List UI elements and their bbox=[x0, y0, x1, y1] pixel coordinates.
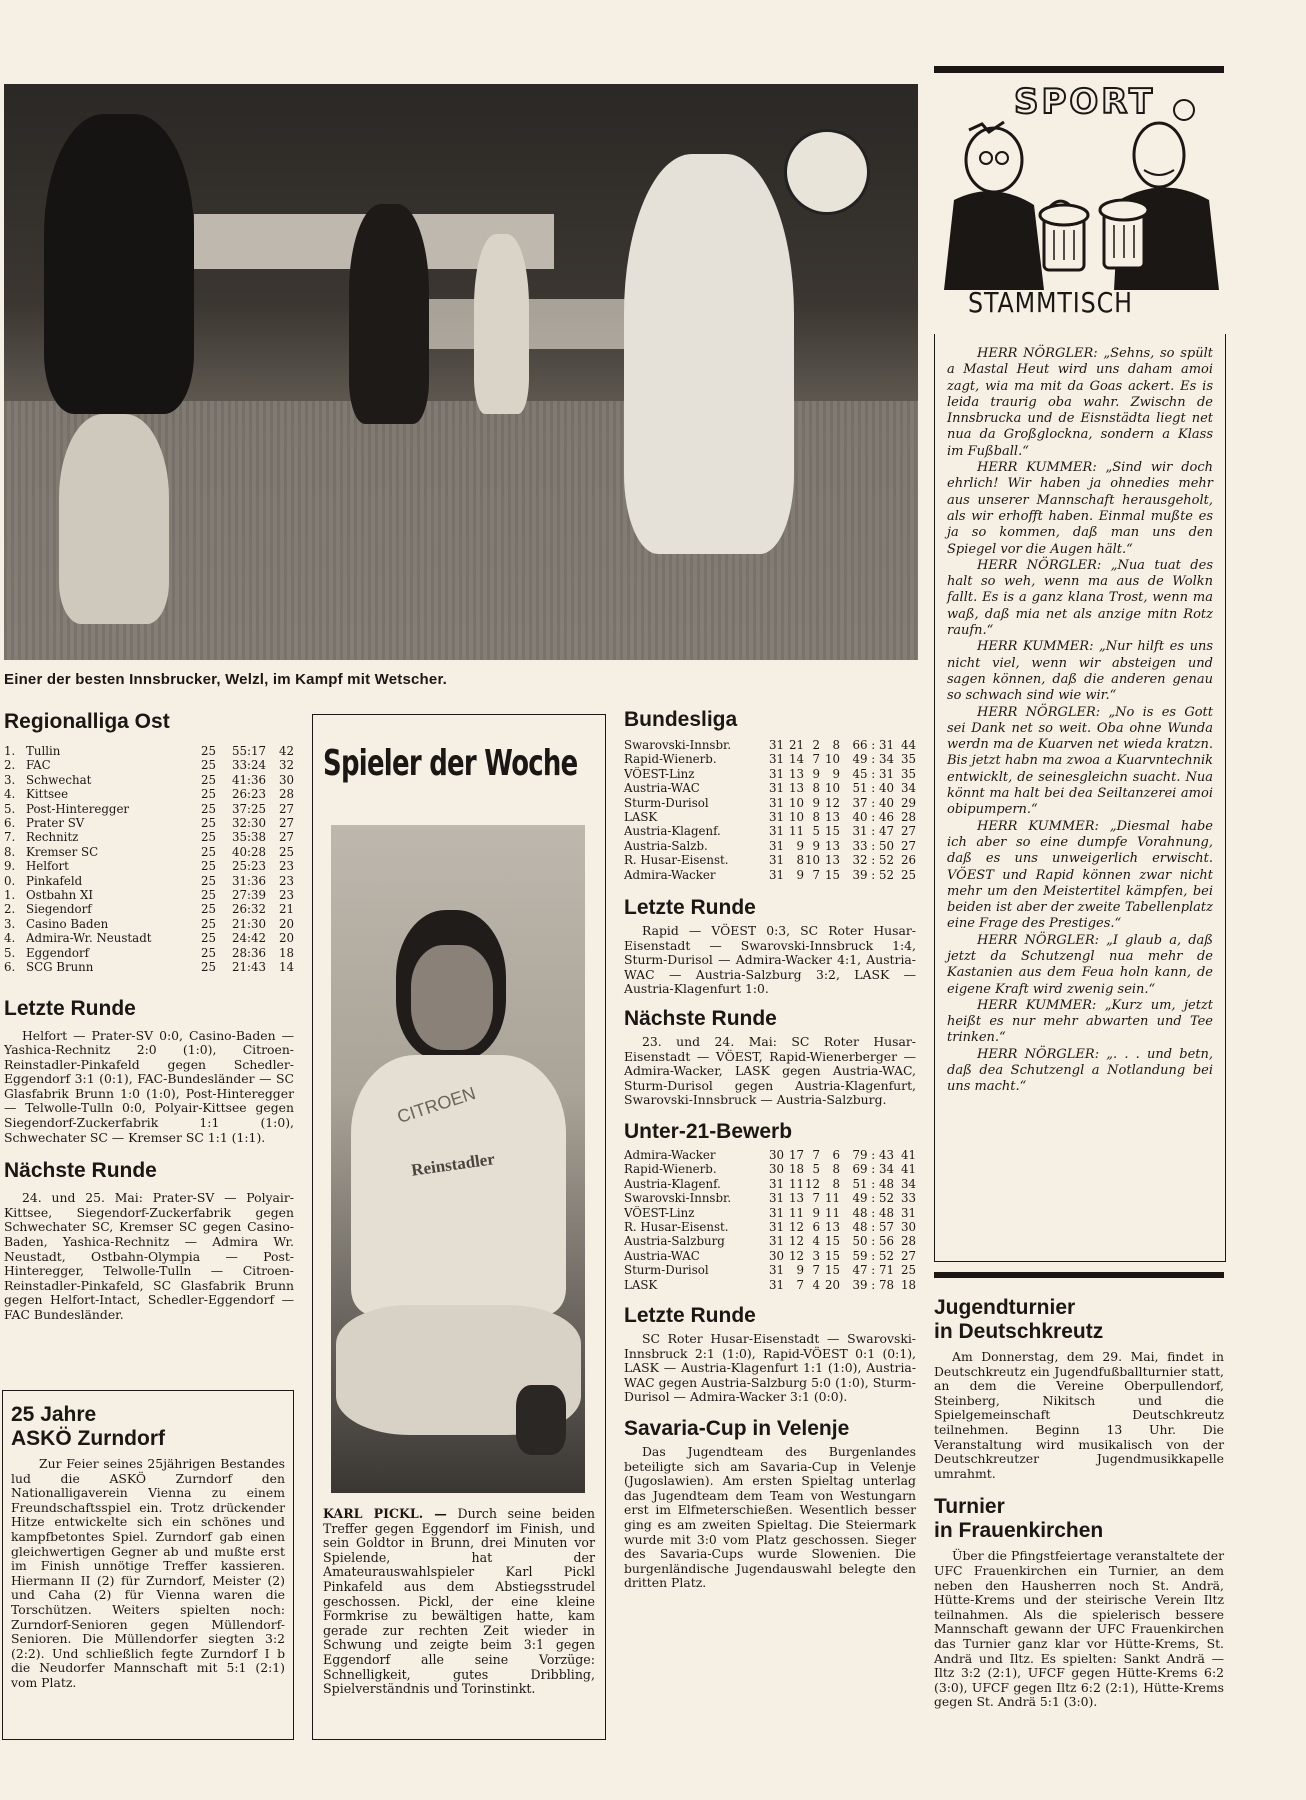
stammtisch-dialogue bbox=[947, 346, 1213, 1096]
stammtisch-paragraph: HERR KUMMER: „Nur hilft es uns nicht viel, wenn wir absteigen und sagen können, daß die anderen genau so schwach sind wie wir.“ bbox=[947, 639, 1213, 704]
stammtisch-paragraph: HERR NÖRGLER: „I glaub a, daß jetzt da Schutzengl nua mehr de Kastanien aus dem Feua holn kann, de eigene Kraft wird zwenig sein.“ bbox=[947, 932, 1213, 997]
regionalliga-naechste-text: 24. und 25. Mai: Prater-SV — Polyair-Kittsee, Siegendorf-Zuckerfabrik gegen Schwechater SC, Kremser SC gegen Casino-Baden, Yashica-Rechnitz — Admira Wr. Neustadt, Ostbahn-Olympia — Post-Hinteregger, Telwolle-Tulln — Citroen-Reinstadler-Pinkafeld, SC Glasfabrik Brunn gegen Helfort-Intact, Schedler-Eggendorf — FAC Bundesländer. bbox=[4, 1190, 294, 1322]
table-row: 3. Schwechat 25 41:36 30 bbox=[4, 772, 294, 787]
top-photo-caption: Einer der besten Innsbrucker, Welzl, im Kampf mit Wetscher. bbox=[4, 671, 448, 688]
table-row: LASK 31 10 8 13 40 : 46 28 bbox=[624, 810, 916, 825]
askoe-heading-line1: 25 Jahre bbox=[11, 1403, 97, 1426]
table-row: 2. FAC 25 33:24 32 bbox=[4, 758, 294, 773]
table-row: Sturm-Durisol 31 10 9 12 37 : 40 29 bbox=[624, 795, 916, 810]
savaria-heading: Savaria-Cup in Velenje bbox=[624, 1417, 850, 1441]
table-row: R. Husar-Eisenst. 31 8 10 13 32 : 52 26 bbox=[624, 853, 916, 868]
bundesliga-heading: Bundesliga bbox=[624, 708, 738, 731]
frauenkirchen-heading-line2: in Frauenkirchen bbox=[934, 1519, 1104, 1543]
table-row: 7. Rechnitz 25 35:38 27 bbox=[4, 830, 294, 845]
regionalliga-letzte-text: Helfort — Prater-SV 0:0, Casino-Baden — Yashica-Rechnitz 2:0 (1:0), Citroen-Reinstadler-Pinkafeld gegen Schedler-Eggendorf 3:1 (0:1), FAC-Bundesländer — SC Glasfabrik Brunn 1:0 (1:0), Post-Hinteregger — Telwolle-Tulln 0:0, Polyair-Kittsee gegen Siegendorf-Zuckerfabrik 1:1 (1:0), Schwechater SC — Kremser SC 1:1 (1:1). bbox=[4, 1027, 294, 1145]
stammtisch-top-rule bbox=[934, 66, 1224, 73]
unter21-letzte-text: SC Roter Husar-Eisenstadt — Swarovski-Innsbruck 2:1 (1:0), Rapid-VÖEST 0:1 (0:1), LASK — Austria-Klagenfurt 1:1 (1:0), Austria-WAC gegen Austria-Salzburg 5:0 (1:0), Sturm-Durisol — Admira-Wacker 3:1 (0:0). bbox=[624, 1331, 916, 1405]
bundesliga-letzte-heading: Letzte Runde bbox=[624, 896, 756, 920]
spieler-shirt-text2: Reinstadler bbox=[410, 1149, 496, 1180]
regionalliga-letzte-heading: Letzte Runde bbox=[4, 996, 136, 1020]
table-row: Austria-Salzburg 31 12 4 15 50 : 56 28 bbox=[624, 1234, 916, 1249]
table-row: LASK 31 7 4 20 39 : 78 18 bbox=[624, 1277, 916, 1292]
table-row: 9. Helfort 25 25:23 23 bbox=[4, 859, 294, 874]
bundesliga-table bbox=[624, 738, 916, 882]
table-row: Austria-Klagenf. 31 11 5 15 31 : 47 27 bbox=[624, 824, 916, 839]
frauenkirchen-heading-line1: Turnier bbox=[934, 1495, 1005, 1519]
askoe-box bbox=[2, 1390, 294, 1740]
bundesliga-letzte-text: Rapid — VÖEST 0:3, SC Roter Husar-Eisenstadt — Swarovski-Innsbruck 1:4, Sturm-Durisol — Admira-Wacker 4:1, Austria-WAC — Austria-Salzburg 3:2, LASK — Austria-Klagenfurt 1:0. bbox=[624, 923, 916, 997]
stammtisch-paragraph: HERR NÖRGLER: „. . . und betn, daß dea Schutzengl a Notlandung bei uns macht.“ bbox=[947, 1046, 1213, 1095]
stammtisch-logo bbox=[934, 80, 1224, 325]
table-row: Rapid-Wienerb. 30 18 5 8 69 : 34 41 bbox=[624, 1162, 916, 1177]
frauenkirchen-text: Über die Pfingstfeiertage veranstaltete der UFC Frauenkirchen ein Turnier, an dem neben den Hausherren noch St. Andrä, Hütte-Krems und der steirische Verein Iltz teilnahmen. Als die spielerisch bessere Mannschaft gewann der UFC Frauenkirchen das Turnier ganz klar vor Hütte-Krems, St. Andrä und Iltz. Es spielten: Sankt Andrä — Iltz 3:2 (2:1), UFCF gegen Hütte-Krems 6:2 (3:0), UFCF gegen Iltz 6:2 (2:1), Hütte-Krems gegen St. Andrä 5:1 (3:0). bbox=[934, 1548, 1224, 1710]
stammtisch-logo-bottom: STAMMTISCH bbox=[968, 286, 1133, 319]
stammtisch-paragraph: HERR KUMMER: „Kurz um, jetzt heißt es nur mehr abwarten und Tee trinken.“ bbox=[947, 997, 1213, 1046]
askoe-heading-line2: ASKÖ Zurndorf bbox=[11, 1427, 165, 1450]
table-row: Austria-WAC 30 12 3 15 59 : 52 27 bbox=[624, 1248, 916, 1263]
top-photo bbox=[4, 84, 918, 660]
stammtisch-paragraph: HERR KUMMER: „Sind wir doch ehrlich! Wir haben ja ohnedies mehr aus unserer Mannschaft herausgeholt, als wir erhofft haben. Einmal mußte es ja so kommen, daß man uns den Spiegel vor die Augen hält.“ bbox=[947, 460, 1213, 557]
table-row: 2. Siegendorf 25 26:32 21 bbox=[4, 902, 294, 917]
savaria-text: Das Jugendteam des Burgenlandes beteiligte sich am Savaria-Cup in Velenje (Jugoslawien). Am ersten Spieltag unterlag das Jugendteam dem Team von Westungarn erst im Elfmeterschießen. Wesentlich besser ging es am zweiten Spieltag. Die Steiermark wurde mit 3:0 vom Platz geschossen. Sieger des Savaria-Cups wurde Slowenien. Die burgenländische Jugendauswahl belegte den dritten Platz. bbox=[624, 1444, 916, 1591]
table-row: Admira-Wacker 31 9 7 15 39 : 52 25 bbox=[624, 867, 916, 882]
unter21-letzte-heading: Letzte Runde bbox=[624, 1304, 756, 1328]
spieler-shirt-text1: CITROEN bbox=[394, 1082, 478, 1128]
table-row: Swarovski-Innsbr. 31 21 2 8 66 : 31 44 bbox=[624, 738, 916, 752]
table-row: 5. Eggendorf 25 28:36 18 bbox=[4, 945, 294, 960]
table-row: Austria-Salzb. 31 9 9 13 33 : 50 27 bbox=[624, 838, 916, 853]
spieler-heading: Spieler der Woche bbox=[323, 743, 578, 784]
table-row: Rapid-Wienerb. 31 14 7 10 49 : 34 35 bbox=[624, 752, 916, 767]
stammtisch-logo-top: SPORT bbox=[1014, 82, 1156, 122]
spieler-heading-wrap bbox=[323, 725, 595, 803]
table-row: Austria-Klagenf. 31 11 12 8 51 : 48 34 bbox=[624, 1176, 916, 1191]
regionalliga-naechste-heading: Nächste Runde bbox=[4, 1159, 157, 1183]
table-row: 4. Admira-Wr. Neustadt 25 24:42 20 bbox=[4, 931, 294, 946]
table-row: VÖEST-Linz 31 13 9 9 45 : 31 35 bbox=[624, 766, 916, 781]
stammtisch-paragraph: HERR KUMMER: „Diesmal habe ich aber so eine dumpfe Vorahnung, daß es uns unweigerlich erwischt. VÖEST und Rapid können zwar nicht mehr um den Meistertitel kämpfen, bei beiden ist aber der zweite Tabellenplatz eine Frage des Prestiges.“ bbox=[947, 818, 1213, 932]
bundesliga-naechste-heading: Nächste Runde bbox=[624, 1007, 777, 1031]
bundesliga-naechste-text: 23. und 24. Mai: SC Roter Husar-Eisenstadt — VÖEST, Rapid-Wienerberger — Admira-Wacker, LASK gegen Austria-WAC, Sturm-Durisol gegen Austria-Klagenfurt, Swarovski-Innsbruck — Austria-Salzburg. bbox=[624, 1034, 916, 1108]
stammtisch-box bbox=[934, 334, 1226, 1262]
jugendturnier-heading-line1: Jugendturnier bbox=[934, 1296, 1076, 1319]
table-row: 4. Kittsee 25 26:23 28 bbox=[4, 787, 294, 802]
table-row: 6. Prater SV 25 32:30 27 bbox=[4, 816, 294, 831]
table-row: Swarovski-Innsbr. 31 13 7 11 49 : 52 33 bbox=[624, 1191, 916, 1206]
table-row: Admira-Wacker 30 17 7 6 79 : 43 41 bbox=[624, 1148, 916, 1162]
spieler-caption-name: KARL PICKL. — bbox=[323, 1506, 447, 1521]
unter21-heading: Unter-21-Bewerb bbox=[624, 1120, 793, 1143]
jugendturnier-section bbox=[934, 1296, 1224, 1710]
table-row: 0. Pinkafeld 25 31:36 23 bbox=[4, 873, 294, 888]
regionalliga-heading: Regionalliga Ost bbox=[4, 710, 170, 733]
table-row: 6. SCG Brunn 25 21:43 14 bbox=[4, 960, 294, 975]
regionalliga-table bbox=[4, 744, 294, 975]
spieler-caption bbox=[323, 1507, 595, 1697]
unter21-table bbox=[624, 1148, 916, 1292]
table-row: Austria-WAC 31 13 8 10 51 : 40 34 bbox=[624, 781, 916, 796]
table-row: Sturm-Durisol 31 9 7 15 47 : 71 25 bbox=[624, 1263, 916, 1278]
spieler-photo bbox=[331, 825, 585, 1493]
regionalliga-section bbox=[4, 710, 294, 1323]
table-row: VÖEST-Linz 31 11 9 11 48 : 48 31 bbox=[624, 1205, 916, 1220]
jugendturnier-top-rule bbox=[934, 1272, 1224, 1278]
askoe-text: Zur Feier seines 25jährigen Bestandes lud die ASKÖ Zurndorf den Nationalligaverein Vienna zu einem Freundschaftsspiel ein. Trotz drückender Hitze entwickelte sich ein schönes und kampfbetontes Spiel. Zurndorf gab einen gleichwertigen Gegner ab und mußte erst im Finish unnötige Treffer kassieren. Hiermann II (2) für Zurndorf, Meister (2) und Caha (2) für Vienna waren die Torschützen. Weiters spielten noch: Zurndorf-Senioren gegen Müllendorf-Senioren. Die Müllendorfer siegten 3:2 (2:2). Und schließlich fegte Zurndorf I b die Neudorfer Mannschaft mit 5:1 (2:1) vom Platz. bbox=[11, 1456, 285, 1690]
table-row: 8. Kremser SC 25 40:28 25 bbox=[4, 844, 294, 859]
jugendturnier-heading-line2: in Deutschkreutz bbox=[934, 1320, 1104, 1343]
table-row: 1. Ostbahn XI 25 27:39 23 bbox=[4, 888, 294, 903]
table-row: 1. Tullin 25 55:17 42 bbox=[4, 744, 294, 758]
stammtisch-paragraph: HERR NÖRGLER: „No is es Gott sei Dank net so weit. Oba ohne Wunda werdn ma de Kuarven net wieda kratzn. Bis jetzt habn ma zwoa a Kuarvntechnik entwicklt, de seinesgleichn suacht. Nua könnt ma halt bei dea Seiltanzerei amoi obipumpern.“ bbox=[947, 704, 1213, 818]
table-row: 5. Post-Hinteregger 25 37:25 27 bbox=[4, 801, 294, 816]
spieler-caption-text: Durch seine beiden Treffer gegen Eggendorf im Finish, und sein Goldtor in Brunn, drei Minuten vor Spielende, hat der Amateurauswahlspieler Karl Pickl Pinkafeld aus dem Abstiegsstrudel geschossen. Pickl, der eine kleine Formkrise zu bewältigen hatte, kam gerade zur rechten Zeit wieder in Schwung und zeigte beim 3:1 gegen Eggendorf alle seine Vorzüge: Schnelligkeit, gutes Dribbling, Spielverständnis und Torinstinkt. bbox=[323, 1506, 595, 1697]
jugendturnier-text: Am Donnerstag, dem 29. Mai, findet in Deutschkreutz ein Jugendfußballturnier statt, an dem die Vereine Oberpullendorf, Steinberg, Nikitsch und die Spielgemeinschaft Deutschkreutz teilnehmen. Beginn 13 Uhr. Die Veranstaltung wird musikalisch von der Deutschkreutzer Jugendmusikkapelle umrahmt. bbox=[934, 1349, 1224, 1481]
stammtisch-paragraph: HERR NÖRGLER: „Nua tuat des halt so weh, wenn ma aus de Wolkn fallt. Es is a ganz klana Trost, wenn ma waß, daß mia net als anzige mitn Rotz raufn.“ bbox=[947, 557, 1213, 639]
table-row: 3. Casino Baden 25 21:30 20 bbox=[4, 916, 294, 931]
bundesliga-section bbox=[624, 708, 916, 1591]
table-row: R. Husar-Eisenst. 31 12 6 13 48 : 57 30 bbox=[624, 1220, 916, 1235]
spieler-box bbox=[312, 714, 606, 1740]
stammtisch-paragraph: HERR NÖRGLER: „Sehns, so spült a Mastal Heut wird uns daham amoi zagt, wia ma mit da Goas ackert. Es is leida traurig oba wahr. Zwischn de Innsbrucka und de Eisnstädta liegt net nua da Großglockna, sondern a Klass im Fußball.“ bbox=[947, 346, 1213, 459]
